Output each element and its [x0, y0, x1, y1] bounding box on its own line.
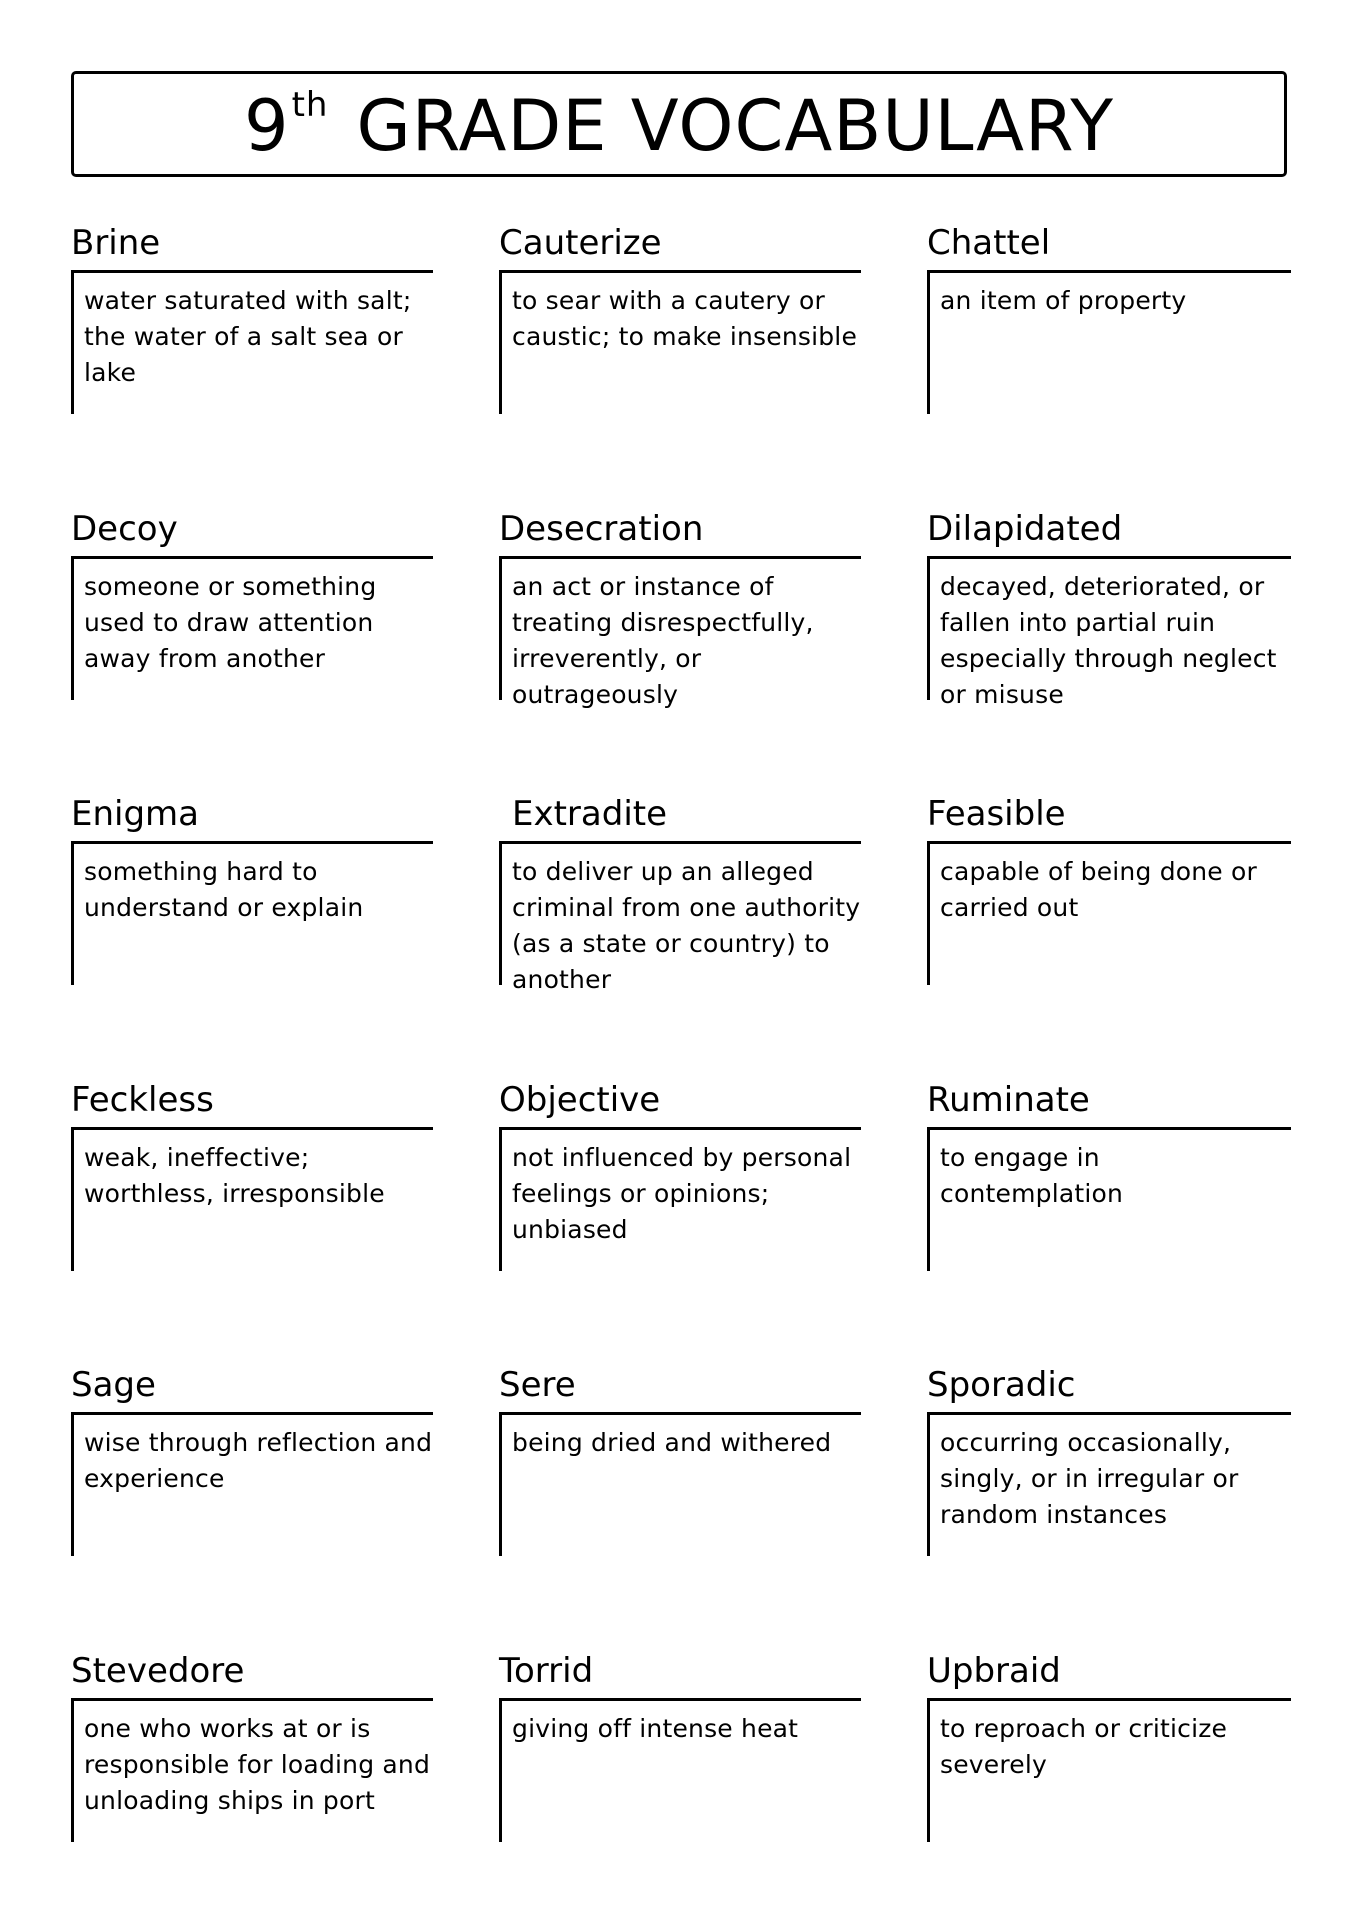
vocab-term: Feasible [927, 789, 1291, 839]
definition-box [499, 270, 861, 414]
page-title [244, 88, 1114, 161]
definition-box [927, 270, 1291, 414]
vocab-term: Extradite [499, 789, 861, 839]
vocab-definition: occurring occasionally, singly, or in irregular or random instances [940, 1425, 1291, 1533]
vocab-card-sere [499, 1360, 861, 1646]
title-box [71, 71, 1287, 177]
definition-box [71, 841, 433, 985]
vocab-term: Stevedore [71, 1646, 433, 1696]
definition-box [499, 841, 861, 985]
vocab-card-brine [71, 218, 433, 504]
definition-box [71, 1412, 433, 1556]
vocab-term: Sere [499, 1360, 861, 1410]
vocab-term: Sporadic [927, 1360, 1291, 1410]
vocab-card-decoy [71, 504, 433, 790]
vocab-definition: wise through reflection and experience [84, 1425, 433, 1497]
vocab-definition: decayed, deteriorated, or fallen into partial ruin especially through neglect or misuse [940, 569, 1291, 713]
vocab-card-sage [71, 1360, 433, 1646]
vocab-card-enigma [71, 789, 433, 1075]
vocab-definition: one who works at or is responsible for loading and unloading ships in port [84, 1711, 433, 1819]
title-label: GRADE VOCABULARY [356, 85, 1114, 167]
vocab-term: Dilapidated [927, 504, 1291, 554]
definition-box [927, 1412, 1291, 1556]
vocab-term: Upbraid [927, 1646, 1291, 1696]
vocab-card-extradite [499, 789, 861, 1075]
vocab-term: Chattel [927, 218, 1291, 268]
vocab-card-feckless [71, 1075, 433, 1361]
vocab-definition: weak, ineffective; worthless, irresponsible [84, 1140, 433, 1212]
definition-box [499, 1698, 861, 1842]
definition-box [499, 1127, 861, 1271]
vocab-card-chattel [927, 218, 1291, 504]
vocab-term: Decoy [71, 504, 433, 554]
vocab-term: Brine [71, 218, 433, 268]
definition-box [499, 556, 861, 700]
vocab-card-torrid [499, 1646, 861, 1931]
vocab-term: Sage [71, 1360, 433, 1410]
vocab-definition: an act or instance of treating disrespectfully, irreverently, or outrageously [512, 569, 861, 713]
vocab-card-sporadic [927, 1360, 1291, 1646]
vocab-definition: someone or something used to draw attention away from another [84, 569, 433, 677]
vocab-definition: not influenced by personal feelings or opinions; unbiased [512, 1140, 861, 1248]
grade-number: 9 [244, 91, 290, 161]
definition-box [71, 556, 433, 700]
vocab-term: Desecration [499, 504, 861, 554]
vocab-term: Cauterize [499, 218, 861, 268]
vocab-definition: being dried and withered [512, 1425, 861, 1461]
vocab-definition: to reproach or criticize severely [940, 1711, 1291, 1783]
vocab-card-cauterize [499, 218, 861, 504]
definition-box [71, 270, 433, 414]
definition-box [927, 556, 1291, 700]
definition-box [927, 841, 1291, 985]
vocab-card-desecration [499, 504, 861, 790]
definition-box [499, 1412, 861, 1556]
vocab-definition: to sear with a cautery or caustic; to make insensible [512, 283, 861, 355]
vocab-term: Objective [499, 1075, 861, 1125]
vocab-card-objective [499, 1075, 861, 1361]
vocab-term: Feckless [71, 1075, 433, 1125]
vocab-definition: capable of being done or carried out [940, 854, 1291, 926]
vocab-definition: to engage in contemplation [940, 1140, 1291, 1212]
vocab-card-upbraid [927, 1646, 1291, 1931]
vocab-term: Ruminate [927, 1075, 1291, 1125]
grade-suffix: th [292, 85, 329, 125]
vocab-term: Enigma [71, 789, 433, 839]
vocab-card-stevedore [71, 1646, 433, 1931]
definition-box [927, 1698, 1291, 1842]
definition-box [71, 1127, 433, 1271]
vocab-card-ruminate [927, 1075, 1291, 1361]
vocab-card-feasible [927, 789, 1291, 1075]
vocab-definition: an item of property [940, 283, 1291, 319]
definition-box [927, 1127, 1291, 1271]
vocab-card-dilapidated [927, 504, 1291, 790]
definition-box [71, 1698, 433, 1842]
vocab-definition: giving off intense heat [512, 1711, 861, 1747]
vocab-definition: to deliver up an alleged criminal from one authority (as a state or country) to another [512, 854, 861, 998]
vocab-term: Torrid [499, 1646, 861, 1696]
vocabulary-grid [71, 218, 1293, 1931]
vocab-definition: water saturated with salt; the water of a salt sea or lake [84, 283, 433, 391]
vocab-definition: something hard to understand or explain [84, 854, 433, 926]
